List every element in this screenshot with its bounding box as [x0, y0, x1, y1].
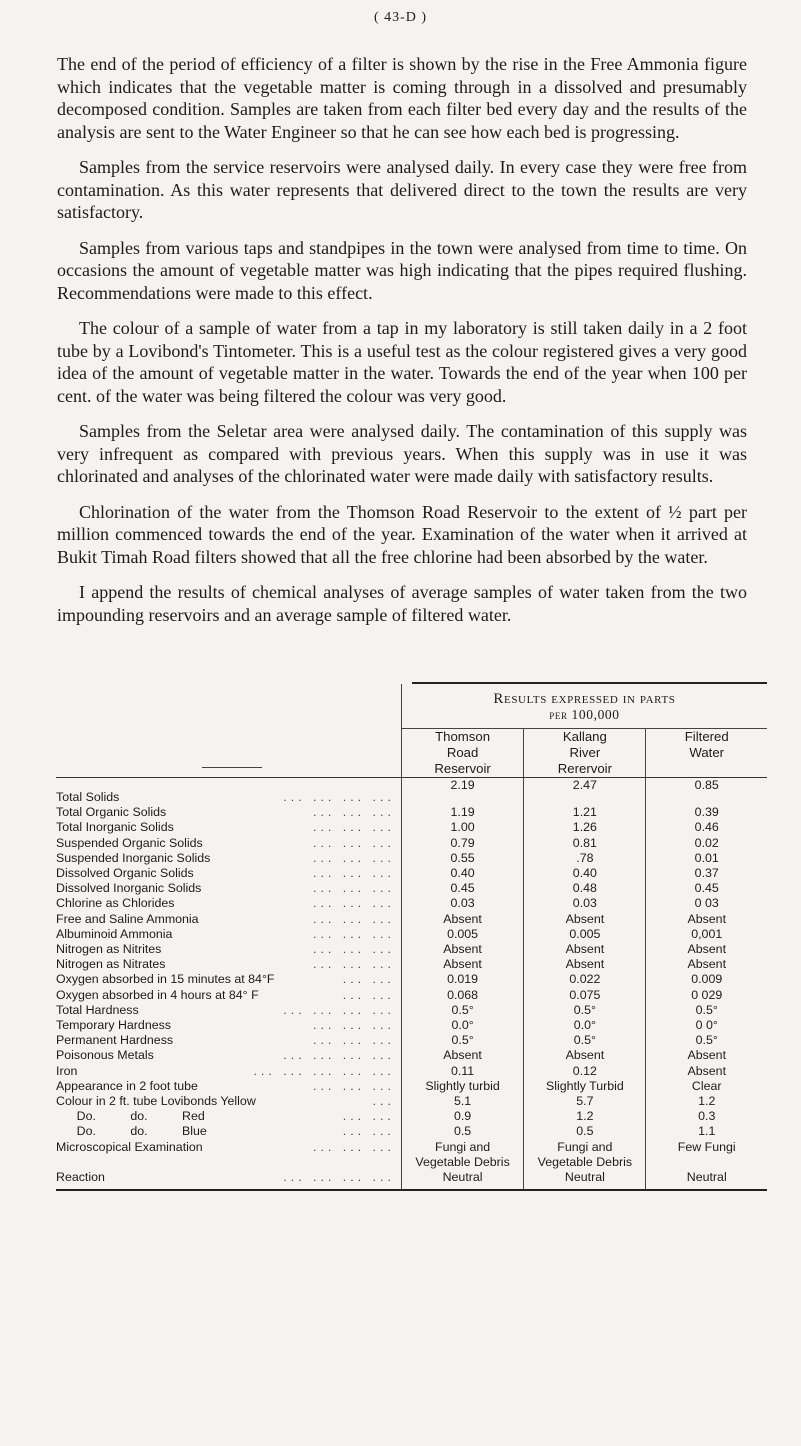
caption-line-2: per 100,000 — [549, 707, 620, 722]
kallang-value: 0.03 — [524, 896, 646, 911]
thomson-value: 0.0° — [401, 1018, 523, 1033]
thomson-value: 0.068 — [401, 988, 523, 1003]
filtered-value: 0,001 — [646, 927, 767, 942]
row-label-inner — [56, 1124, 401, 1139]
table-row — [56, 896, 767, 911]
row-leader-dots: ... ... ... — [313, 820, 395, 835]
row-label-cell — [56, 896, 401, 911]
table-row — [56, 778, 767, 806]
row-label: Iron — [56, 1063, 78, 1078]
table-row — [56, 851, 767, 866]
row-label-inner — [56, 1064, 401, 1079]
table-row — [56, 1048, 767, 1063]
bottom-rule-cell — [401, 1190, 523, 1191]
row-label-inner — [56, 896, 401, 911]
table-body — [56, 778, 767, 1191]
row-leader-dots: ... ... ... — [313, 926, 395, 941]
row-label-cell — [56, 1109, 401, 1124]
filtered-value: 0 03 — [646, 896, 767, 911]
row-label: Nitrogen as Nitrites — [56, 942, 162, 957]
filtered-value: 0.5° — [646, 1003, 767, 1018]
row-label: Microscopical Examination — [56, 1139, 203, 1154]
table-row — [56, 1079, 767, 1094]
bottom-rule-cell — [56, 1190, 401, 1191]
paragraph-7: I append the results of chemical analyses of average samples of water taken from the two impounding reservoirs and an average sample of filtered water. — [57, 582, 747, 625]
filtered-value: 0.009 — [646, 972, 767, 987]
kallang-value: Slightly Turbid — [524, 1079, 646, 1094]
kallang-value: Fungi and Vegetable Debris — [524, 1140, 646, 1170]
row-label-cell — [56, 957, 401, 972]
filtered-value: 1.1 — [646, 1124, 767, 1139]
column-header-line: Road — [446, 745, 479, 760]
row-label: Nitrogen as Nitrates — [56, 957, 166, 972]
row-label: Dissolved Organic Solids — [56, 866, 194, 881]
column-header-line: Kallang — [562, 729, 607, 744]
row-leader-dots: ... ... ... ... ... — [253, 1063, 395, 1078]
row-label-inner — [56, 988, 401, 1003]
kallang-value: 5.7 — [524, 1094, 646, 1109]
thomson-value: 5.1 — [401, 1094, 523, 1109]
column-header-line: Filtered — [684, 729, 729, 744]
kallang-value: Neutral — [524, 1170, 646, 1190]
body-text — [57, 53, 747, 639]
table-row — [56, 1109, 767, 1124]
kallang-value: .78 — [524, 851, 646, 866]
table-row — [56, 912, 767, 927]
table-row — [56, 988, 767, 1003]
row-label-inner — [56, 1079, 401, 1094]
row-leader-dots: ... — [372, 1094, 395, 1109]
row-label-inner — [56, 790, 401, 805]
filtered-value: Few Fungi — [646, 1140, 767, 1170]
filtered-value: Absent — [646, 912, 767, 927]
row-label: Total Solids — [56, 790, 120, 804]
row-label-cell — [56, 1064, 401, 1079]
row-leader-dots: ... ... — [342, 1109, 395, 1124]
paragraph-6: Chlorination of the water from the Thomson Road Reservoir to the extent of ½ part per million commenced towards the end of the year. Examination of the water when it arrived at Bukit Timah Road filters showed that all the free chlorine had been absorbed by the water. — [57, 501, 747, 567]
row-label-cell — [56, 805, 401, 820]
row-leader-dots: ... ... ... — [313, 881, 395, 896]
caption-line-1: Results expressed in parts — [493, 691, 676, 707]
thomson-value: Fungi and Vegetable Debris — [401, 1140, 523, 1170]
row-label-cell — [56, 1033, 401, 1048]
header-label-cell — [56, 729, 401, 778]
row-leader-dots: ... ... ... — [313, 1078, 395, 1093]
kallang-value: 0.5° — [524, 1033, 646, 1048]
filtered-value: 0.3 — [646, 1109, 767, 1124]
kallang-value: 0.0° — [524, 1018, 646, 1033]
table-row — [56, 1064, 767, 1079]
kallang-value: 1.21 — [524, 805, 646, 820]
row-label-cell — [56, 1124, 401, 1139]
table-row — [56, 972, 767, 987]
kallang-value: 1.2 — [524, 1109, 646, 1124]
row-label: Suspended Organic Solids — [56, 835, 203, 850]
row-label-inner — [56, 957, 401, 972]
table-row — [56, 836, 767, 851]
kallang-value: 0.022 — [524, 972, 646, 987]
paragraph-4: The colour of a sample of water from a tap in my laboratory is still taken daily in a 2 foot tube by a Lovibond's Tintometer. This is a useful test as the colour registered gives a very good idea of the amount of vegetable matter in the water. Towards the end of the year when 100 per cent. of the water was being filtered the colour was very good. — [57, 318, 747, 406]
row-label: Free and Saline Ammonia — [56, 911, 199, 926]
thomson-value: 1.19 — [401, 805, 523, 820]
bottom-rule-cell — [524, 1190, 646, 1191]
thomson-value: 0.5° — [401, 1033, 523, 1048]
column-header-line: Thomson — [435, 729, 491, 744]
row-label: Oxygen absorbed in 15 minutes at 84°F — [56, 972, 275, 987]
table-row — [56, 942, 767, 957]
analysis-table — [56, 684, 767, 1191]
row-label: Total Inorganic Solids — [56, 820, 174, 835]
row-label-cell — [56, 866, 401, 881]
paragraph-1: The end of the period of efficiency of a filter is shown by the rise in the Free Ammonia figure which indicates that the vegetable matter is coming through in a dissolved and presumably decomposed condition. Samples are taken from each filter bed every day and the results of the analysis are sent to the Water Engineer so that he can see how each bed is progressing. — [57, 54, 747, 142]
filtered-value: Absent — [646, 957, 767, 972]
kallang-value: 1.26 — [524, 820, 646, 835]
row-label-cell — [56, 1018, 401, 1033]
row-leader-dots: ... ... ... ... — [283, 790, 395, 804]
row-leader-dots: ... ... ... — [313, 896, 395, 911]
thomson-value: 0.40 — [401, 866, 523, 881]
row-label: Dissolved Inorganic Solids — [56, 881, 202, 896]
thomson-value: Absent — [401, 942, 523, 957]
page-number: ( 43-D ) — [373, 10, 428, 25]
row-leader-dots: ... ... ... ... — [283, 1002, 395, 1017]
paragraph-3: Samples from various taps and standpipes in the town were analysed from time to time. On occasions the amount of vegetable matter was high indicating that the pipes required flushing. Recommendations were made to this effect. — [57, 237, 747, 303]
row-leader-dots: ... ... ... — [313, 1139, 395, 1154]
row-leader-dots: ... ... ... — [313, 1018, 395, 1033]
row-leader-dots: ... ... ... — [313, 1033, 395, 1048]
table-row — [56, 866, 767, 881]
thomson-value: 0.5° — [401, 1003, 523, 1018]
thomson-value: 0.03 — [401, 896, 523, 911]
thomson-value: Slightly turbid — [401, 1079, 523, 1094]
table-row — [56, 1018, 767, 1033]
thomson-value: 0.019 — [401, 972, 523, 987]
filtered-value: Absent — [646, 1064, 767, 1079]
filtered-value: 0.39 — [646, 805, 767, 820]
row-label-inner — [56, 1003, 401, 1018]
row-label-cell — [56, 820, 401, 835]
row-leader-dots: ... ... ... — [313, 850, 395, 865]
row-leader-dots: ... ... — [342, 987, 395, 1002]
thomson-value: 0.005 — [401, 927, 523, 942]
table-row — [56, 1094, 767, 1109]
kallang-value: Absent — [524, 942, 646, 957]
row-label-cell — [56, 927, 401, 942]
row-label-inner — [56, 836, 401, 851]
filtered-value: 0.46 — [646, 820, 767, 835]
row-label-cell — [56, 1094, 401, 1109]
row-label: Do. do. Blue — [56, 1124, 207, 1139]
row-label: Total Hardness — [56, 1002, 139, 1017]
table-row — [56, 1003, 767, 1018]
bottom-rule-cell — [646, 1190, 767, 1191]
kallang-value: 0.40 — [524, 866, 646, 881]
kallang-value: 0.005 — [524, 927, 646, 942]
thomson-value: 2.19 — [401, 778, 523, 806]
row-label: Poisonous Metals — [56, 1048, 154, 1063]
row-label-inner — [56, 851, 401, 866]
row-label: Total Organic Solids — [56, 805, 167, 820]
row-label-cell — [56, 881, 401, 896]
filtered-value: 0 0° — [646, 1018, 767, 1033]
kallang-value: 2.47 — [524, 778, 646, 806]
column-header-line: Reservoir — [434, 761, 491, 776]
row-label: Do. do. Red — [56, 1109, 205, 1124]
table-row — [56, 1140, 767, 1170]
row-label-cell — [56, 836, 401, 851]
column-header-kallang — [524, 729, 646, 778]
bottom-rule — [56, 1190, 767, 1191]
header-dash — [202, 767, 262, 768]
thomson-value: Absent — [401, 912, 523, 927]
row-label: Suspended Inorganic Solids — [56, 850, 211, 865]
row-label-cell — [56, 942, 401, 957]
kallang-value: 0.5 — [524, 1124, 646, 1139]
row-label-inner — [56, 1094, 401, 1109]
kallang-value: 0.12 — [524, 1064, 646, 1079]
table-row — [56, 820, 767, 835]
row-label: Reaction — [56, 1170, 105, 1185]
table-row — [56, 1124, 767, 1139]
filtered-value: 0.02 — [646, 836, 767, 851]
filtered-value: 0.37 — [646, 866, 767, 881]
row-label-cell — [56, 912, 401, 927]
filtered-value: 0.85 — [646, 778, 767, 806]
filtered-value: 0.45 — [646, 881, 767, 896]
row-label: Permanent Hardness — [56, 1033, 174, 1048]
row-leader-dots: ... ... — [342, 972, 395, 987]
paragraph-5: Samples from the Seletar area were analysed daily. The contamination of this supply was very infrequent as compared with previous years. When this supply was in use it was chlorinated and analyses of the chlorinated water were made daily with satisfactory results. — [57, 421, 747, 486]
thomson-value: 0.9 — [401, 1109, 523, 1124]
table-row — [56, 805, 767, 820]
row-label-inner — [56, 972, 401, 987]
row-label-cell — [56, 1048, 401, 1063]
row-label-cell — [56, 1140, 401, 1170]
kallang-value: Absent — [524, 912, 646, 927]
row-leader-dots: ... ... ... — [313, 911, 395, 926]
column-header-line: River — [569, 745, 601, 760]
row-label: Temporary Hardness — [56, 1018, 171, 1033]
row-label-cell — [56, 1079, 401, 1094]
filtered-value: 0 029 — [646, 988, 767, 1003]
row-label-cell — [56, 1003, 401, 1018]
row-leader-dots: ... ... — [342, 1124, 395, 1139]
filtered-value: 0.01 — [646, 851, 767, 866]
row-leader-dots: ... ... ... — [313, 835, 395, 850]
column-header-filtered — [646, 729, 767, 778]
row-label: Appearance in 2 foot tube — [56, 1078, 198, 1093]
thomson-value: 0.55 — [401, 851, 523, 866]
row-label: Albuminoid Ammonia — [56, 926, 173, 941]
row-label-inner — [56, 912, 401, 927]
thomson-value: 0.79 — [401, 836, 523, 851]
table-row — [56, 1170, 767, 1190]
row-leader-dots: ... ... ... — [313, 957, 395, 972]
row-label-inner — [56, 866, 401, 881]
row-label-inner — [56, 1170, 401, 1185]
column-header-thomson — [401, 729, 523, 778]
kallang-value: 0.5° — [524, 1003, 646, 1018]
row-label-inner — [56, 1140, 401, 1155]
kallang-value: 0.075 — [524, 988, 646, 1003]
row-label-inner — [56, 820, 401, 835]
row-leader-dots: ... ... ... — [313, 942, 395, 957]
row-label-cell — [56, 1170, 401, 1190]
table-row — [56, 957, 767, 972]
row-label-inner — [56, 1018, 401, 1033]
filtered-value: 0.5° — [646, 1033, 767, 1048]
row-label-cell — [56, 778, 401, 806]
row-leader-dots: ... ... ... — [313, 866, 395, 881]
thomson-value: 1.00 — [401, 820, 523, 835]
filtered-value: Clear — [646, 1079, 767, 1094]
table-caption — [401, 684, 767, 729]
row-label-inner — [56, 881, 401, 896]
kallang-value: 0.48 — [524, 881, 646, 896]
row-label: Colour in 2 ft. tube Lovibonds Yellow — [56, 1094, 256, 1109]
thomson-value: Absent — [401, 957, 523, 972]
table-row — [56, 1033, 767, 1048]
row-label-cell — [56, 972, 401, 987]
filtered-value: Neutral — [646, 1170, 767, 1190]
row-leader-dots: ... ... ... ... — [283, 1048, 395, 1063]
header-blank — [56, 684, 401, 729]
row-label: Chlorine as Chlorides — [56, 896, 175, 911]
row-label-cell — [56, 988, 401, 1003]
row-label-inner — [56, 1048, 401, 1063]
analysis-table-wrap — [56, 682, 767, 1191]
filtered-value: Absent — [646, 1048, 767, 1063]
filtered-value: Absent — [646, 942, 767, 957]
row-label-inner — [56, 942, 401, 957]
thomson-value: 0.11 — [401, 1064, 523, 1079]
thomson-value: 0.45 — [401, 881, 523, 896]
row-label: Oxygen absorbed in 4 hours at 84° F — [56, 987, 259, 1002]
row-label-inner — [56, 1109, 401, 1124]
paragraph-2: Samples from the service reservoirs were analysed daily. In every case they were free from contamination. As this water represents that delivered direct to the town the results are very satisfactory. — [57, 157, 747, 222]
thomson-value: 0.5 — [401, 1124, 523, 1139]
filtered-value: 1.2 — [646, 1094, 767, 1109]
table-row — [56, 927, 767, 942]
thomson-value: Neutral — [401, 1170, 523, 1190]
table-row — [56, 881, 767, 896]
kallang-value: Absent — [524, 957, 646, 972]
thomson-value: Absent — [401, 1048, 523, 1063]
row-label-inner — [56, 1033, 401, 1048]
row-leader-dots: ... ... ... — [313, 805, 395, 820]
row-label-inner — [56, 927, 401, 942]
row-label-cell — [56, 851, 401, 866]
kallang-value: 0.81 — [524, 836, 646, 851]
column-header-line: Water — [689, 745, 725, 760]
kallang-value: Absent — [524, 1048, 646, 1063]
row-label-inner — [56, 805, 401, 820]
row-leader-dots: ... ... ... ... — [283, 1170, 395, 1185]
column-header-line: Rerervoir — [557, 761, 612, 776]
